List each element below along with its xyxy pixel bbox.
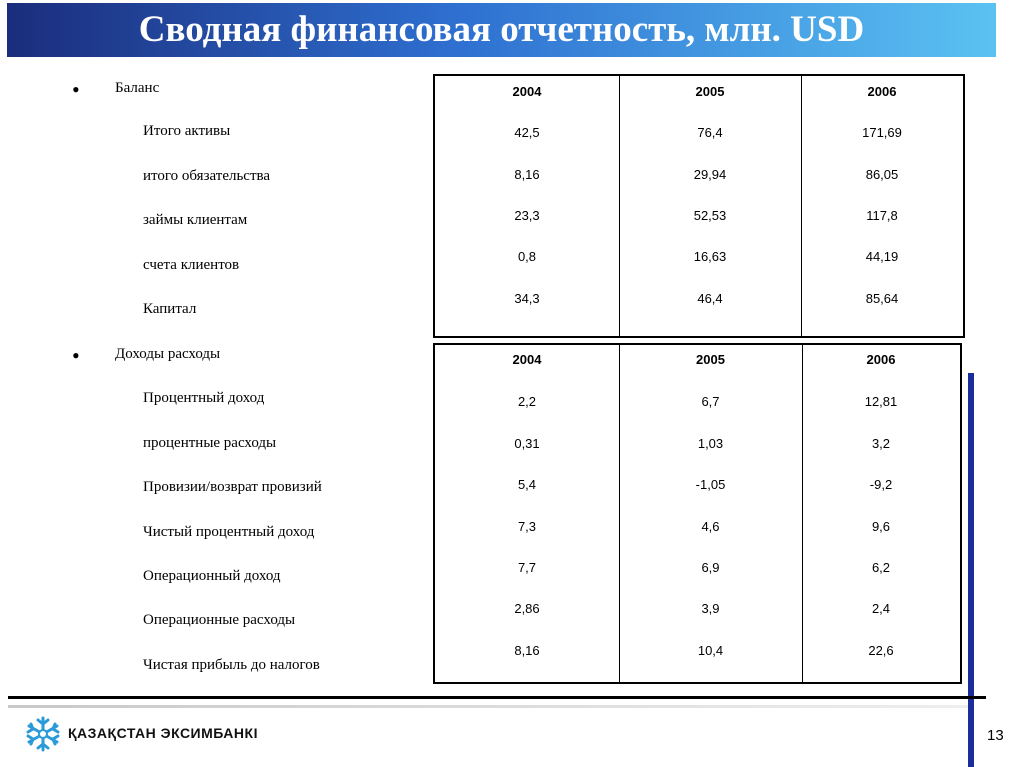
column-header: 2006 [866, 352, 896, 367]
table-cell: 3,2 [871, 436, 891, 451]
table-cell: 76,4 [697, 125, 723, 140]
table-cell: 42,5 [514, 125, 540, 140]
section-label-balance: Баланс [115, 80, 160, 96]
table-cell: 1,03 [697, 436, 724, 451]
table-cell: 2,4 [871, 601, 891, 616]
table-cell: 5,4 [517, 477, 537, 492]
row-label: Чистая прибыль до налогов [143, 657, 320, 673]
section-label-income: Доходы расходы [115, 346, 221, 362]
table-cell: 6,9 [701, 560, 720, 575]
column-header: 2006 [867, 84, 897, 99]
row-label: Провизии/возврат провизий [143, 479, 322, 495]
table-cell: 171,69 [862, 125, 902, 140]
table-cell: -9,2 [869, 477, 893, 492]
table-cell: 29,94 [693, 167, 727, 182]
right-accent-bar [968, 373, 974, 767]
row-label: Операционные расходы [143, 612, 296, 628]
bullet-balance: • [72, 77, 80, 102]
table-cell: 9,6 [871, 519, 891, 534]
table-cell: -1,05 [695, 477, 726, 492]
column-header: 2005 [696, 352, 725, 367]
table-cell: 6,2 [871, 560, 891, 575]
income-table [433, 343, 962, 684]
row-label: Операционный доход [143, 568, 281, 584]
bank-logo-text: ҚАЗАҚСТАН ЭКСИМБАНКІ [68, 725, 258, 741]
table-cell: 0,8 [517, 249, 537, 264]
bullet-income: • [72, 343, 80, 368]
table-cell: 85,64 [865, 291, 899, 306]
table-cell: 3,9 [701, 601, 720, 616]
row-label: процентные расходы [143, 435, 277, 451]
row-label: Процентный доход [143, 390, 265, 406]
table-cell: 34,3 [514, 291, 540, 306]
table-cell: 7,3 [517, 519, 537, 534]
footer-divider [8, 696, 986, 699]
table-cell: 2,86 [514, 601, 540, 616]
table-cell: 2,2 [517, 394, 537, 409]
column-header: 2004 [512, 84, 542, 99]
table-cell: 46,4 [697, 291, 723, 306]
row-label: счета клиентов [143, 257, 240, 273]
table-cell: 16,63 [693, 249, 727, 264]
table-cell: 117,8 [866, 208, 898, 223]
snowflake-ornament-icon [24, 715, 62, 753]
table-cell: 7,7 [517, 560, 537, 575]
table-cell: 86,05 [865, 167, 899, 182]
page-number: 13 [987, 727, 1004, 744]
table-cell: 23,3 [514, 208, 540, 223]
column-header: 2005 [695, 84, 725, 99]
table-cell: 52,53 [693, 208, 727, 223]
table-cell: 4,6 [701, 519, 720, 534]
table-cell: 8,16 [514, 167, 540, 182]
table-cell: 44,19 [865, 249, 899, 264]
column-header: 2004 [512, 352, 542, 367]
row-label: займы клиентам [143, 212, 248, 228]
footer-divider-shadow [8, 705, 968, 708]
row-label: итого обязательства [143, 168, 271, 184]
balance-table [433, 74, 965, 338]
table-cell: 6,7 [701, 394, 720, 409]
row-label: Итого активы [143, 123, 231, 139]
title-bar [7, 3, 996, 57]
table-cell: 0,31 [514, 436, 540, 451]
table-cell: 12,81 [864, 394, 898, 409]
table-cell: 8,16 [514, 643, 540, 658]
row-label: Чистый процентный доход [143, 524, 315, 540]
table-cell: 10,4 [697, 643, 724, 658]
table-cell: 22,6 [868, 643, 894, 658]
slide-title: Сводная финансовая отчетность, млн. USD [138, 9, 865, 50]
row-label: Капитал [143, 301, 197, 317]
